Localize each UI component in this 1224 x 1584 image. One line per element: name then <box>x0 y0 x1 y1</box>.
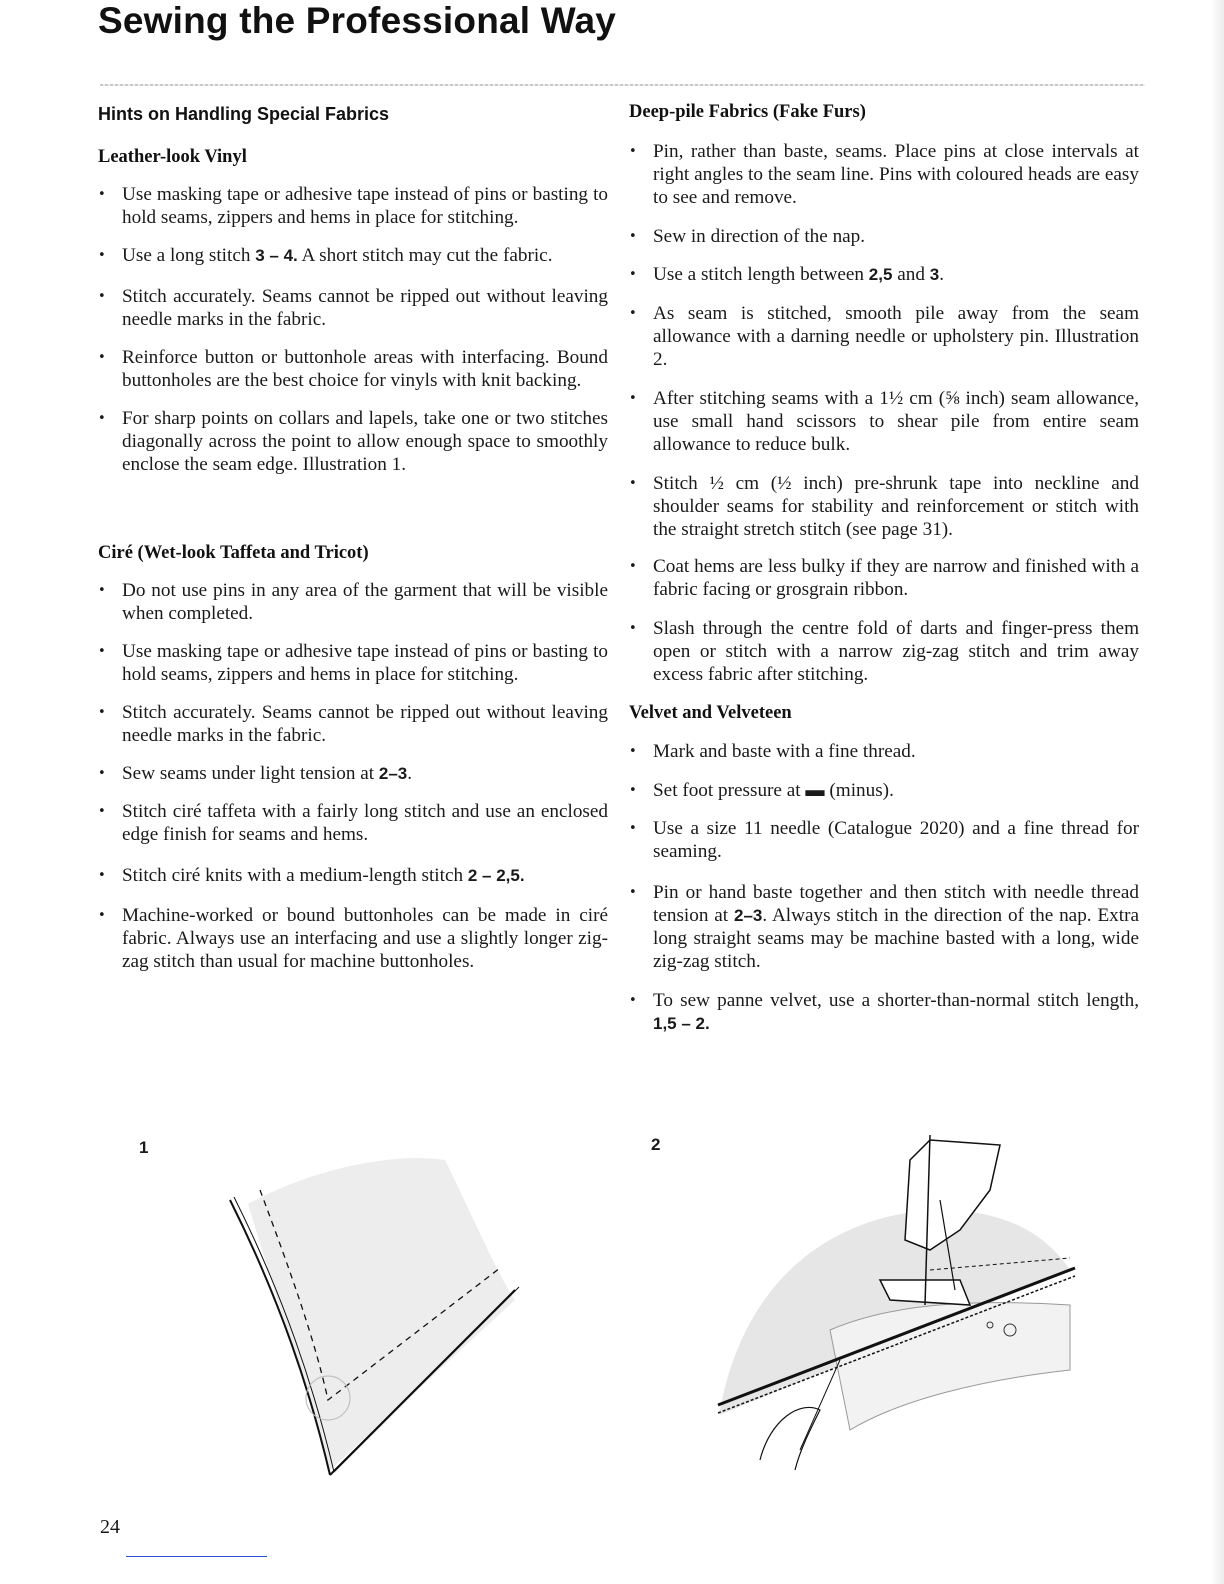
main-heading: Hints on Handling Special Fabrics <box>98 104 390 124</box>
list-item: • Stitch ½ cm (½ inch) pre-shrunk tape into neckline and shoulder seams for stability and reinforcement or stitch with the straight stretch stitch (see page 31). <box>629 472 1139 541</box>
list-item <box>629 881 1139 973</box>
sewing-machine-foot-pile-fabric-illustration <box>700 1130 1090 1485</box>
cire-list <box>98 579 608 973</box>
list-item-text: Stitch ciré knits with a medium-length stitch 2 – 2,5. <box>122 865 525 886</box>
list-item <box>98 762 608 785</box>
section-heading-vinyl: Leather-look Vinyl <box>98 147 247 167</box>
list-item: • For sharp points on collars and lapels, take one or two stitches diagonally across the point to allow enough space to smoothly enclose the seam edge. Illustration 1. <box>98 407 608 476</box>
list-item <box>98 864 608 887</box>
list-item: • Stitch accurately. Seams cannot be ripped out without leaving needle marks in the fabric. <box>98 285 608 331</box>
list-item <box>629 263 1139 286</box>
list-item: • Machine-worked or bound buttonholes can be made in ciré fabric. Always use an interfacing and use a slightly longer zig-zag stitch than usual for machine buttonholes. <box>98 904 608 973</box>
list-item: • Use masking tape or adhesive tape instead of pins or basting to hold seams, zippers and hems in place for stitching. <box>98 640 608 686</box>
section-heading-velvet: Velvet and Velveteen <box>629 703 792 723</box>
list-item: • Slash through the centre fold of darts and finger-press them open or stitch with a narrow zig-zag stitch and trim away excess fabric after stitching. <box>629 617 1139 686</box>
section-heading-cire: Ciré (Wet-look Taffeta and Tricot) <box>98 543 369 563</box>
velvet-list <box>629 740 1139 1035</box>
left-column <box>98 100 608 973</box>
list-item: • Mark and baste with a fine thread. <box>629 740 1139 763</box>
list-item: • As seam is stitched, smooth pile away from the seam allowance with a darning needle or upholstery pin. Illustration 2. <box>629 302 1139 371</box>
list-item: • Coat hems are less bulky if they are narrow and finished with a fabric facing or grosgrain ribbon. <box>629 555 1139 601</box>
list-item: • Use masking tape or adhesive tape instead of pins or basting to hold seams, zippers and hems in place for stitching. <box>98 183 608 229</box>
footer-line <box>126 1556 267 1557</box>
title-divider <box>100 84 1145 86</box>
page-number: 24 <box>100 1516 120 1538</box>
list-item: • Pin, rather than baste, seams. Place pins at close intervals at right angles to the seam line. Pins with coloured heads are easy to see and remove. <box>629 140 1139 209</box>
list-item: • Use a size 11 needle (Catalogue 2020) and a fine thread for seaming. <box>629 817 1139 863</box>
list-item: • After stitching seams with a 1½ cm (⅝ inch) seam allowance, use small hand scissors to shear pile from entire seam allowance to reduce bulk. <box>629 387 1139 456</box>
vinyl-list <box>98 183 608 476</box>
page-edge-shadow <box>1210 0 1224 1584</box>
list-item: • Reinforce button or buttonhole areas with interfacing. Bound buttonholes are the best choice for vinyls with knit backing. <box>98 346 608 392</box>
list-item-text: Pin or hand baste together and then stitch with needle thread tension at 2–3. Always stitch in the direction of the nap. Extra long straight seams may be machine basted with a long, wide zig-zag stitch. <box>653 882 1139 972</box>
page-title: Sewing the Professional Way <box>98 0 617 41</box>
list-item-text: To sew panne velvet, use a shorter-than-normal stitch length, 1,5 – 2. <box>653 990 1139 1033</box>
section-heading-deep-pile: Deep-pile Fabrics (Fake Furs) <box>629 102 866 122</box>
list-item-text: Use a long stitch 3 – 4. A short stitch may cut the fabric. <box>122 245 553 266</box>
list-item: • Stitch ciré taffeta with a fairly long stitch and use an enclosed edge finish for seams and hems. <box>98 800 608 846</box>
list-item-text: Sew seams under light tension at 2–3. <box>122 763 413 784</box>
illustration-2-number: 2 <box>651 1135 661 1154</box>
list-item: • Sew in direction of the nap. <box>629 225 1139 248</box>
list-item-text: Use a stitch length between 2,5 and 3. <box>653 264 945 285</box>
collar-point-stitching-illustration <box>220 1150 530 1495</box>
right-column <box>629 100 1139 1035</box>
list-item: • Do not use pins in any area of the garment that will be visible when completed. <box>98 579 608 625</box>
list-item: • Set foot pressure at ▬ (minus). <box>629 779 1139 802</box>
list-item: • Stitch accurately. Seams cannot be ripped out without leaving needle marks in the fabric. <box>98 701 608 747</box>
deep-pile-list <box>629 140 1139 686</box>
list-item <box>98 244 608 267</box>
list-item <box>629 989 1139 1035</box>
illustration-1-number: 1 <box>139 1138 149 1157</box>
